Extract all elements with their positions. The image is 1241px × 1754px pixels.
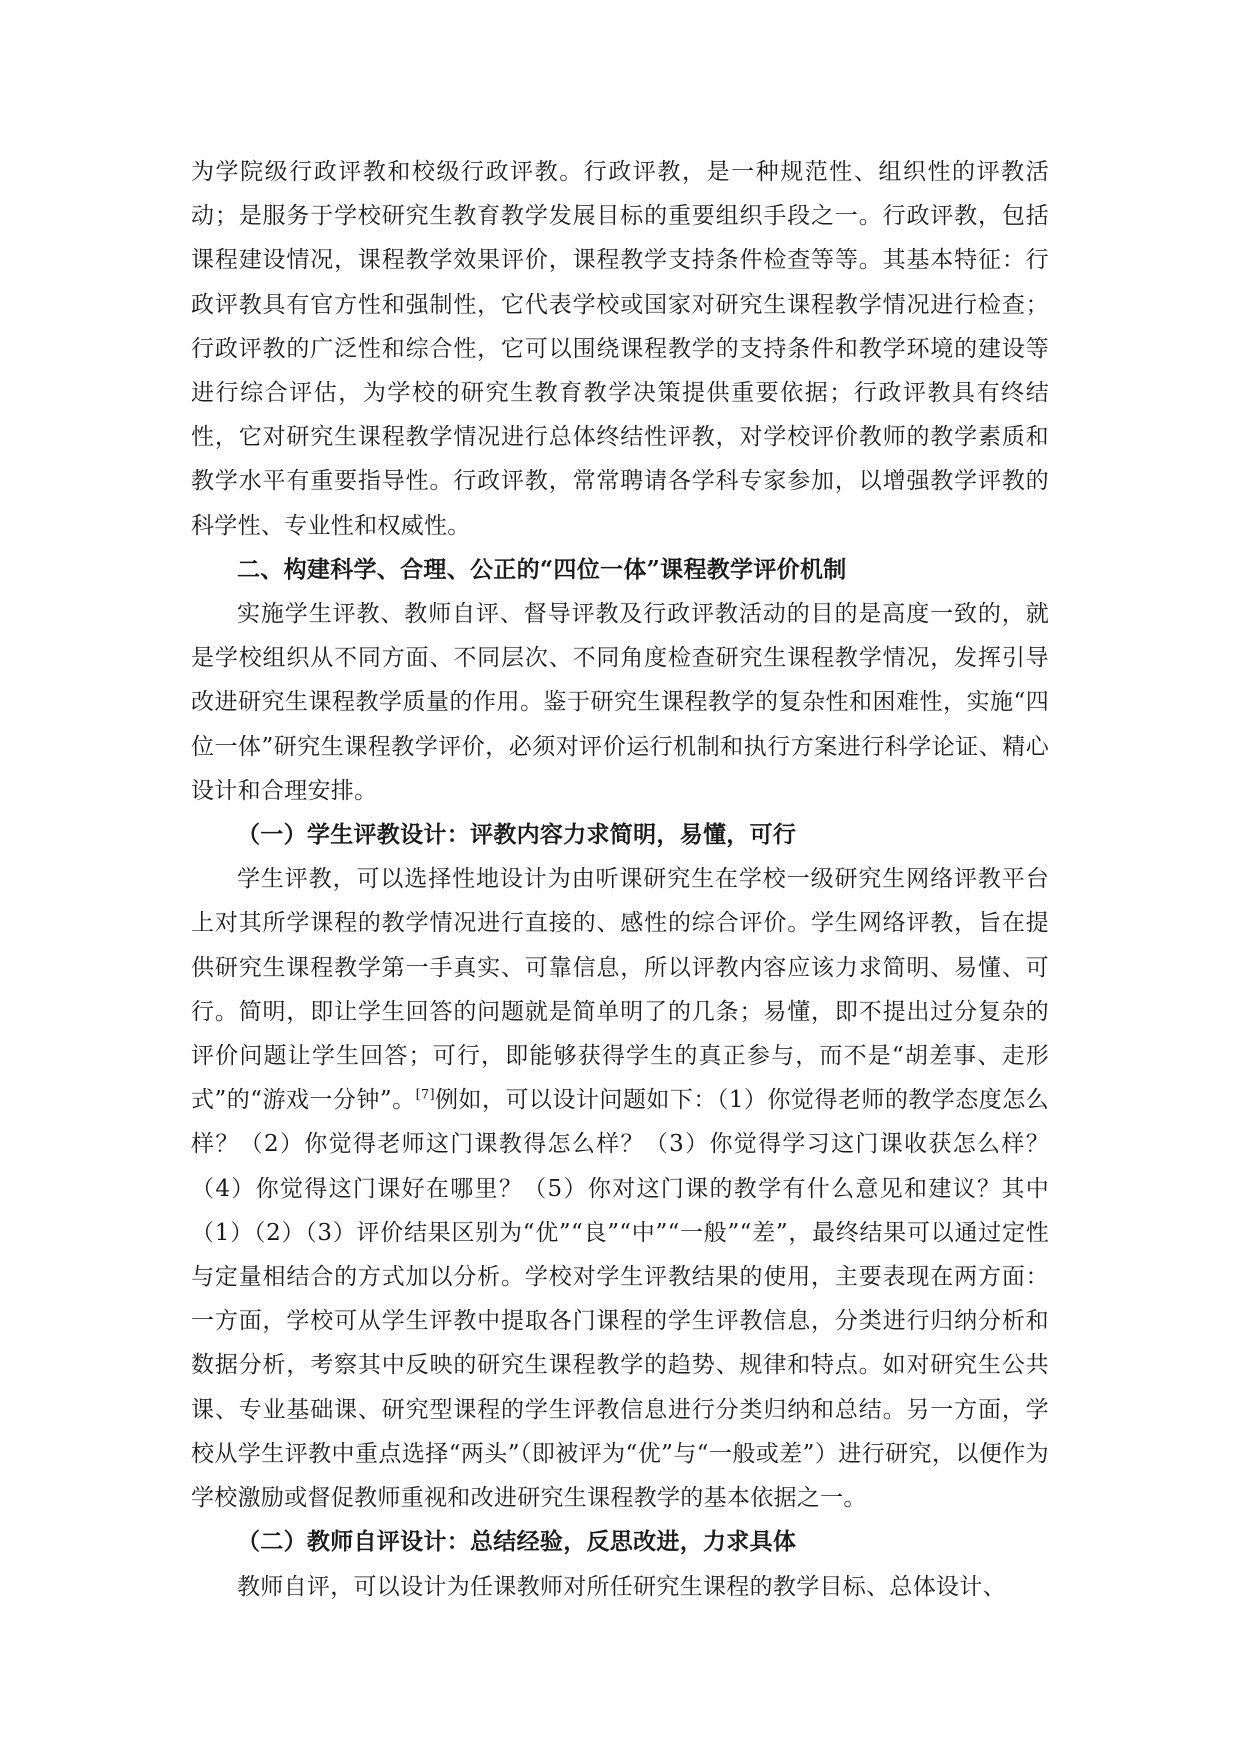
paragraph-student-evaluation [191, 857, 1049, 1520]
paragraph-student-evaluation-part1: 学生评教，可以选择性地设计为由听课研究生在学校一级研究生网络评教平台上对其所学课程的教学情况进行直接的、感性的综合评价。学生网络评教，旨在提供研究生课程教学第一手真实、可靠信息，所以评教内容应该力求简明、易懂、可行。简明，即让学生回答的问题就是简单明了的几条；易懂，即不提出过分复杂的评价问题让学生回答；可行，即能够获得学生的真正参与，而不是“胡差事、走形式”的“游戏一分钟”。 [191, 866, 1049, 1114]
paragraph-student-evaluation-part2: 例如，可以设计问题如下：（1）你觉得老师的教学态度怎么样？（2）你觉得老师这门课教得怎么样？（3）你觉得学习这门课收获怎么样？（4）你觉得这门课好在哪里？（5）你对这门课的教学有什么意见和建议？其中（1）（2）（3）评价结果区别为“优”“良”“中”“一般”“差”，最终结果可以通过定性与定量相结合的方式加以分析。学校对学生评教结果的使用，主要表现在两方面：一方面，学校可从学生评教中提取各门课程的学生评教信息，分类进行归纳分析和数据分析，考察其中反映的研究生课程教学的趋势、规律和特点。如对研究生公共课、专业基础课、研究型课程的学生评教信息进行分类归纳和总结。另一方面，学校从学生评教中重点选择“两头”（即被评为“优”与“一般或差”）进行研究，以便作为学校激励或督促教师重视和改进研究生课程教学的基本依据之一。 [191, 1087, 1049, 1512]
section-heading-evaluation-mechanism: 二、构建科学、合理、公正的“四位一体”课程教学评价机制 [237, 555, 847, 583]
paragraph-administrative-evaluation: 为学院级行政评教和校级行政评教。行政评教，是一种规范性、组织性的评教活动；是服务于学校研究生教育教学发展目标的重要组织手段之一。行政评教，包括课程建设情况，课程教学效果评价，课程教学支持条件检查等等。其基本特征：行政评教具有官方性和强制性，它代表学校或国家对研究生课程教学情况进行检查；行政评教的广泛性和综合性，它可以围绕课程教学的支持条件和教学环境的建设等进行综合评估，为学校的研究生教育教学决策提供重要依据；行政评教具有终结性，它对研究生课程教学情况进行总体终结性评教，对学校评价教师的教学素质和教学水平有重要指导性。行政评教，常常聘请各学科专家参加，以增强教学评教的科学性、专业性和权威性。 [191, 159, 1049, 539]
subsection-heading-student-evaluation: （一）学生评教设计：评教内容力求简明，易懂，可行 [237, 821, 797, 849]
subsection-heading-teacher-self-evaluation: （二）教师自评设计：总结经验，反思改进，力求具体 [237, 1528, 797, 1556]
paragraph-teacher-self-evaluation: 教师自评，可以设计为任课教师对所任研究生课程的教学目标、总体设计、 [237, 1573, 1006, 1600]
citation-reference: [7] [415, 1087, 435, 1103]
document-body [191, 150, 1049, 1609]
paragraph-evaluation-purpose: 实施学生评教、教师自评、督导评教及行政评教活动的目的是高度一致的，就是学校组织从不同方面、不同层次、不同角度检查研究生课程教学情况，发挥引导改进研究生课程教学质量的作用。鉴于研究生课程教学的复杂性和困难性，实施“四位一体”研究生课程教学评价，必须对评价运行机制和执行方案进行科学论证、精心设计和合理安排。 [191, 601, 1049, 804]
